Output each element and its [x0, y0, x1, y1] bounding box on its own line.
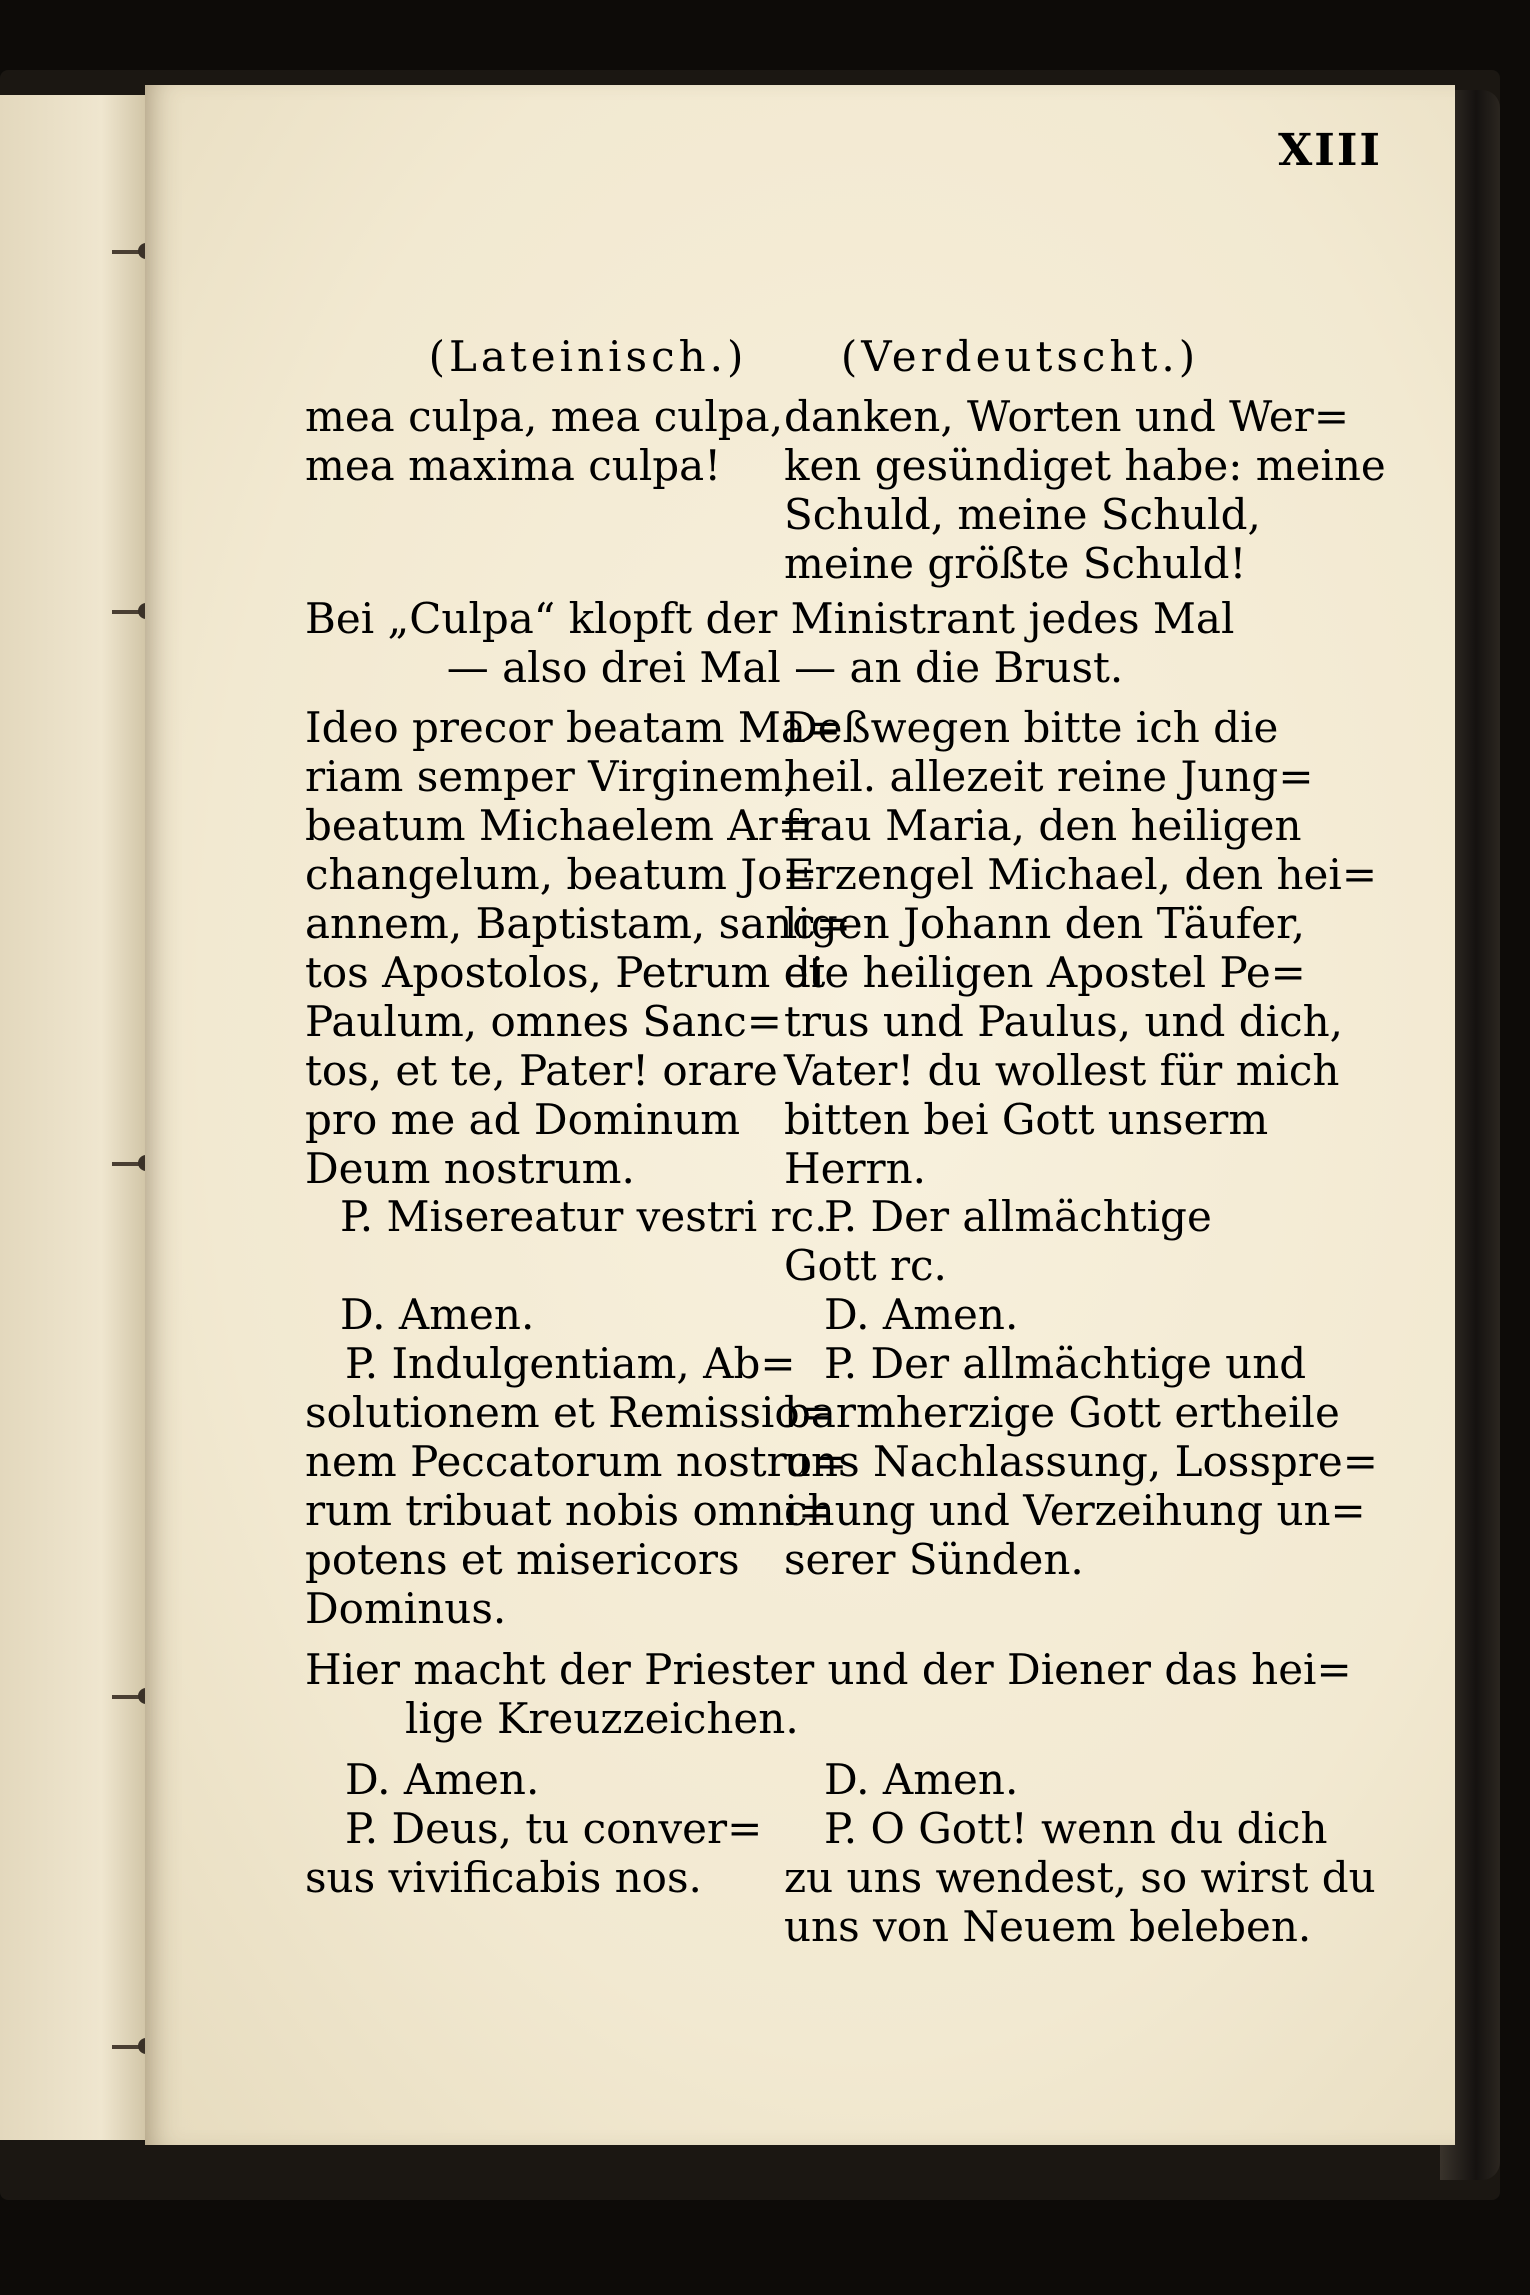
german-text-block: [784, 703, 1378, 1193]
text-line: nem Peccatorum nostro=: [305, 1437, 848, 1486]
text-line: D. Amen.: [824, 1290, 1019, 1339]
rubric-text: [305, 1645, 1352, 1743]
text-line: Bei „Culpa“ klopft der Ministrant jedes Mal: [305, 594, 1235, 643]
latin-text-block: [340, 1192, 828, 1339]
text-line: P. Misereatur vestri rc.: [340, 1192, 828, 1241]
text-line: die heiligen Apostel Pe=: [784, 948, 1306, 997]
text-line: Hier macht der Priester und der Diener das hei=: [305, 1645, 1352, 1694]
text-line: Schuld, meine Schuld,: [784, 490, 1261, 539]
german-text-block: [784, 1192, 1264, 1339]
latin-column-heading: (Lateinisch.): [428, 332, 748, 381]
text-line: D. Amen.: [340, 1290, 535, 1339]
text-line: D. Amen.: [824, 1755, 1019, 1804]
text-line: riam semper Virginem,: [305, 752, 797, 801]
text-line: D. Amen.: [345, 1755, 540, 1804]
text-line: changelum, beatum Jo=: [305, 850, 818, 899]
latin-text-block: [305, 703, 851, 1193]
text-line: chung und Verzeihung un=: [784, 1486, 1366, 1535]
text-line: solutionem et Remissio=: [305, 1388, 835, 1437]
text-line: Erzengel Michael, den hei=: [784, 850, 1378, 899]
text-line: uns Nachlassung, Losspre=: [784, 1437, 1378, 1486]
text-line: — also drei Mal — an die Brust.: [446, 643, 1124, 692]
latin-text-block: [305, 1755, 763, 1902]
text-line: zu uns wendest, so wirst du: [784, 1853, 1376, 1902]
text-line: uns von Neuem beleben.: [784, 1902, 1312, 1951]
text-line: tos, et te, Pater! orare: [305, 1046, 778, 1095]
text-line: trus und Paulus, und dich,: [784, 997, 1344, 1046]
latin-text-block: [305, 1339, 848, 1633]
rubric-text: [305, 594, 1265, 692]
text-line: annem, Baptistam, sanc=: [305, 899, 851, 948]
text-line: P. Der allmächtige: [824, 1192, 1212, 1241]
text-line: meine größte Schuld!: [784, 539, 1247, 588]
text-line: Herrn.: [784, 1144, 927, 1193]
german-text-block: [784, 1339, 1378, 1584]
text-line: frau Maria, den heiligen: [784, 801, 1302, 850]
text-line: Vater! du wollest für mich: [784, 1046, 1340, 1095]
text-line: P. O Gott! wenn du dich: [824, 1804, 1328, 1853]
text-line: rum tribuat nobis omni=: [305, 1486, 834, 1535]
german-text-block: [784, 392, 1386, 588]
text-line: Dominus.: [305, 1584, 507, 1633]
text-line: P. Indulgentiam, Ab=: [345, 1339, 796, 1388]
text-line: mea culpa, mea culpa,: [305, 392, 784, 441]
text-line: ken gesündiget habe: meine: [784, 441, 1386, 490]
text-line: Gott rc.: [784, 1241, 947, 1290]
text-line: potens et misericors: [305, 1535, 740, 1584]
german-column-heading: (Verdeutscht.): [840, 332, 1200, 381]
text-line: pro me ad Dominum: [305, 1095, 741, 1144]
text-line: Paulum, omnes Sanc=: [305, 997, 782, 1046]
text-line: barmherzige Gott ertheile: [784, 1388, 1340, 1437]
text-line: heil. allezeit reine Jung=: [784, 752, 1314, 801]
text-line: bitten bei Gott unserm: [784, 1095, 1269, 1144]
text-line: Deum nostrum.: [305, 1144, 635, 1193]
text-line: ligen Johann den Täufer,: [784, 899, 1305, 948]
text-line: mea maxima culpa!: [305, 441, 722, 490]
text-line: tos Apostolos, Petrum et: [305, 948, 826, 997]
german-text-block: [784, 1755, 1376, 1951]
text-line: Deßwegen bitte ich die: [784, 703, 1279, 752]
text-line: lige Kreuzzeichen.: [405, 1694, 799, 1743]
text-line: beatum Michaelem Ar=: [305, 801, 813, 850]
text-line: serer Sünden.: [784, 1535, 1084, 1584]
text-line: sus vivificabis nos.: [305, 1853, 702, 1902]
text-line: Ideo precor beatam Ma=: [305, 703, 842, 752]
page-number: XIII: [1278, 125, 1382, 176]
text-line: P. Der allmächtige und: [824, 1339, 1307, 1388]
facing-page-edge: [0, 95, 145, 2140]
text-line: danken, Worten und Wer=: [784, 392, 1350, 441]
text-line: [340, 1241, 755, 1290]
text-line: P. Deus, tu conver=: [345, 1804, 763, 1853]
latin-text-block: [305, 392, 784, 490]
